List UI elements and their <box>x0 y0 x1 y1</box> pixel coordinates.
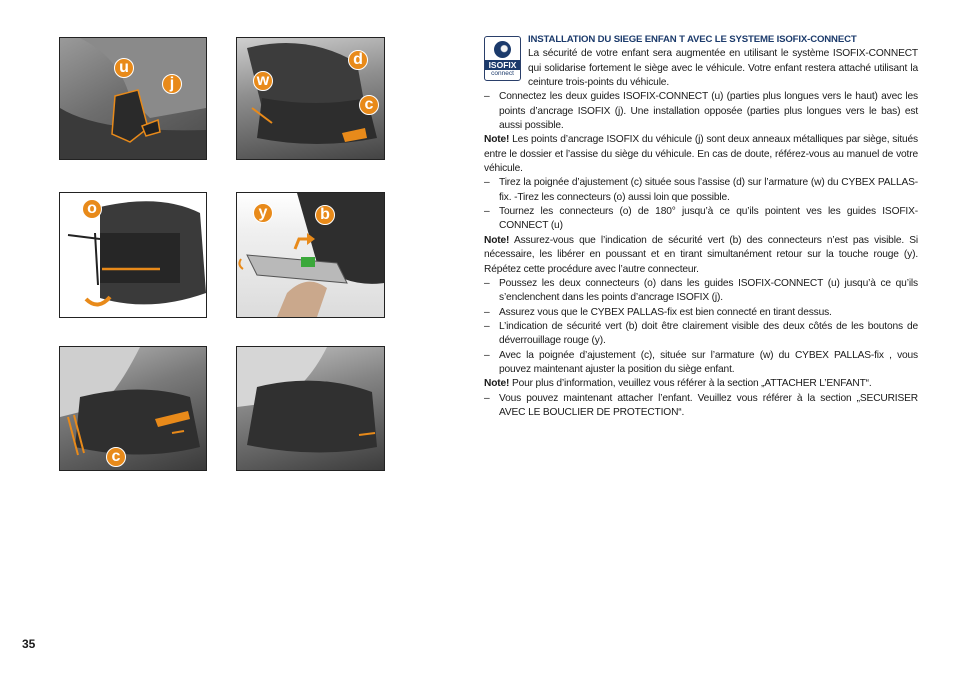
list-item-text: Vous pouvez maintenant attacher l’enfant. Veuillez vous référer à la section „SECURISER AVEC LE BOUCLIER DE PROTECTION“. <box>499 392 918 418</box>
list-dash: – <box>484 277 490 289</box>
label-w: w <box>253 71 273 91</box>
photo-connectors <box>59 192 207 318</box>
label-d: d <box>348 50 368 70</box>
label-y: y <box>253 203 273 223</box>
list-item <box>484 392 918 421</box>
list-item <box>484 349 918 378</box>
note-text: Assurez-vous que l’indication de sécurité vert (b) des connecteurs n’est pas visible. Si nécessaire, les libérer en poussant et en tirant simultanément retour sur la touche rouge (y). Répétez cette procédure avec l’autre connecteur. <box>484 234 918 275</box>
label-c: c <box>106 447 126 467</box>
note-text: Les points d’ancrage ISOFIX du véhicule (j) sont deux anneaux métalliques par siège, situés entre le dossier et l’assise du siège du véhicule. En cas de doute, référez-vous au manuel de votre véhicule. <box>484 134 918 175</box>
photo-isofix-guides <box>59 37 207 160</box>
instructions <box>484 33 918 420</box>
list-item <box>484 320 918 349</box>
list-dash: – <box>484 91 490 103</box>
list-dash: – <box>484 320 490 332</box>
list-item <box>484 205 918 234</box>
photo-seat-handle <box>236 37 385 160</box>
list-dash: – <box>484 306 490 318</box>
list-dash: – <box>484 392 490 404</box>
list-item-text: Connectez les deux guides ISOFIX-CONNECT (u) (parties plus longues vers le haut) avec les points d’ancrage ISOFIX (j). Une installation opposée (parties plus longues vers le bas) est aussi possible. <box>499 91 918 132</box>
label-u: u <box>114 58 134 78</box>
note-paragraph <box>484 234 918 277</box>
section-heading: INSTALLATION DU SIEGE ENFAN T AVEC LE SYSTEME ISOFIX-CONNECT <box>528 34 857 45</box>
label-c: c <box>359 95 379 115</box>
list-item <box>484 176 918 205</box>
photo-isofix-guides-drawing <box>60 38 206 159</box>
label-b: b <box>315 205 335 225</box>
note-label: Note! <box>484 234 510 246</box>
list-item-text: Tournez les connecteurs (o) de 180° jusqu’à ce qu’ils pointent ves les guides ISOFIX-CONNECT (u) <box>499 206 918 232</box>
note-text: Pour plus d’information, veuillez vous référer à la section „ATTACHER L’ENFANT“. <box>509 378 872 390</box>
photo-safety-indicator <box>236 192 385 318</box>
list-item-text: Poussez les deux connecteurs (o) dans les guides ISOFIX-CONNECT (u) jusqu’à ce qu’ils s’enclenchent dans les points d’ancrage ISOFIX (j). <box>499 277 918 304</box>
list-item-text: Tirez la poignée d’ajustement (c) située sous l’assise (d) sur l’armature (w) du CYBEX PALLAS-fix. -Tirez les connecteurs (o) aussi loin que possible. <box>499 177 918 203</box>
photo-adjust-position <box>59 346 207 471</box>
intro-paragraph: La sécurité de votre enfant sera augmentée en utilisant le système ISOFIX-CONNECT qui solidarise fortement le siège avec le véhicule. Votre enfant restera attaché utilisant la ceinture trois-points du véhicule. <box>528 48 918 89</box>
isofix-logo-word: ISOFIX <box>485 60 520 70</box>
note-paragraph <box>484 377 918 391</box>
photo-final-position <box>236 346 385 471</box>
list-item <box>484 277 918 306</box>
list-item-text: Assurez vous que le CYBEX PALLAS-fix est bien connecté en tirant dessus. <box>499 306 832 318</box>
list-dash: – <box>484 349 490 361</box>
steps-list <box>484 90 918 420</box>
list-dash: – <box>484 206 490 218</box>
isofix-logo-sub: connect <box>491 70 514 77</box>
photo-adjust-position-drawing <box>60 347 206 470</box>
note-label: Note! <box>484 378 510 390</box>
list-item <box>484 306 918 320</box>
list-item <box>484 90 918 133</box>
label-o: o <box>82 199 102 219</box>
list-item-text: L’indication de sécurité vert (b) doit être clairement visible des deux côtés de les boutons de déverrouillage rouge (y). <box>499 320 918 347</box>
list-dash: – <box>484 177 490 189</box>
list-item-text: Avec la poignée d’ajustement (c), située sur l’armature (w) du CYBEX PALLAS-fix , vous pouvez maintenant ajuster la position du siège enfant. <box>499 349 918 375</box>
photo-final-position-drawing <box>237 347 384 470</box>
note-paragraph <box>484 133 918 176</box>
page-number: 35 <box>22 637 36 651</box>
label-j: j <box>162 74 182 94</box>
note-label: Note! <box>484 134 510 146</box>
